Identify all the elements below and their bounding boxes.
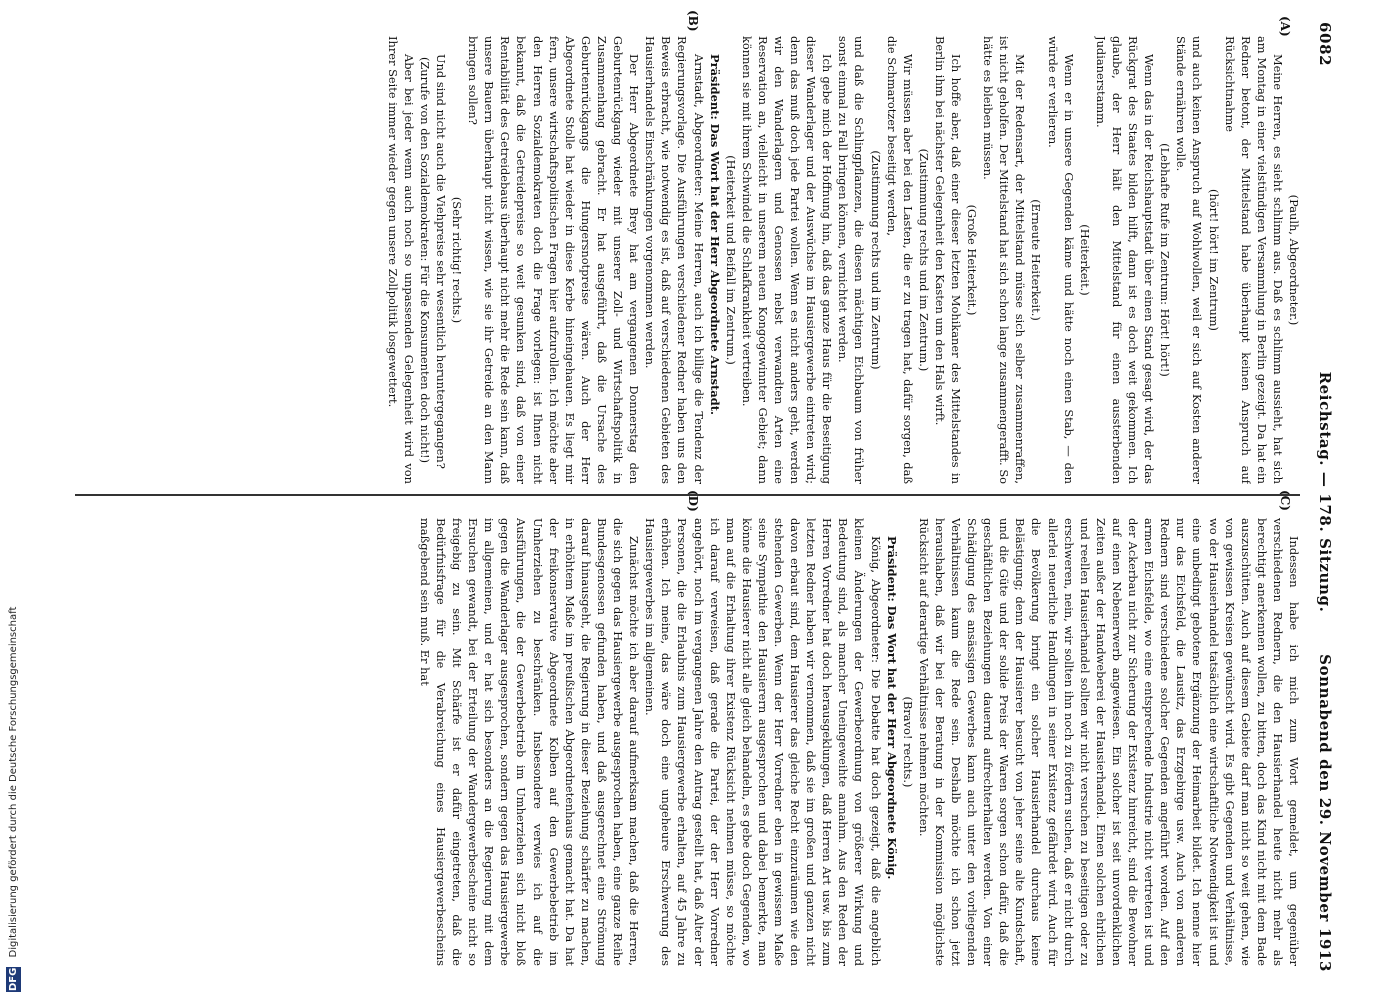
president-line: Präsident: Das Wort hat der Herr Abgeordnete Arnstadt. xyxy=(707,54,722,415)
session-date: Sonnabend den 29. November 1913 xyxy=(1316,654,1334,972)
interjection: (Heiterkeit.) xyxy=(1077,224,1092,296)
interjection: (hört! hört! im Zentrum) xyxy=(1206,189,1221,331)
interjection: (Bravo! rechts.) xyxy=(900,696,915,788)
interjection: (Zustimmung rechts und im Zentrum.) xyxy=(916,148,931,372)
paragraph: Indessen habe ich mich zum Wort gemeldet, um gegenüber verschiedenen Rednern, die den Hausierhandel heute nicht mehr als berechtigt anerkennen wollen, zu bitten, doch das Kind nicht mit dem Bade auszuschütten. Auch auf diesem Gebiete darf man nicht so weit gehen, wie von gewissen Kreisen gewünscht wird. Es gibt Gegenden und Verhältnisse, wo der Hausierhandel tatsächlich eine wirtschaftliche Notwendigkeit ist und eine unbedingt gebotene Ergänzung der Heimarbeit bildet. Ich nenne hier nur das Eichsfeld, die Lausitz, das Erzgebirge usw. Auch von anderen Rednern sind verschiedene solcher Gegenden angeführt worden. Auf den armen Eichsfelde, wo eine entsprechende Industrie nicht vertreten ist und der Ackerbau nicht zur Sicherung der Existenz hinreicht, sind die Bewohner auf einen Nebenerwerb angewiesen. Ein solcher ist seit unvordenklichen Zeiten außer der Handweberei der Hausierhandel. Einen solchen ehrlichen und reellen Hausierhandel sollten wir nicht versuchen zu beseitigen oder zu erschweren, nein, wir sollten ihn noch zu fördern suchen, daß er nicht durch allerlei neuerliche Handlungen in seiner Existenz gefährdet wird. Auch für die Bevölkerung bringt ein solcher Hausierhandel durchaus keine Belästigung; denn der Hausierer besucht von jeher seine alte Kundschaft, und die Güte und der solide Preis der Waren sorgen schon dafür, daß die geschäftlichen Beziehungen dauernd aufrechterhalten werden. Von einer Schädigung des ansässigen Gewerbes kann auch unter den vorliegenden Verhältnissen kaum die Rede sein. Deshalb möchte ich schon jetzt heraushaben, daß wir bei der Beratung in der Kommission möglichste Rücksicht auf derartige Verhältnisse nehmen möchten. xyxy=(916,518,1301,966)
interjection: (Große Heiterkeit.) xyxy=(965,204,980,316)
right-text-column xyxy=(77,518,1302,966)
funding-footer xyxy=(6,30,22,992)
column-divider xyxy=(75,494,1300,496)
dfg-logo: DFG xyxy=(8,967,19,991)
interjection: (Sehr richtig! rechts.) xyxy=(450,196,465,324)
paragraph: König, Abgeordneter: Die Debatte hat doch gezeigt, daß die angeblich kleinen Änderungen der Gewerbeordnung von größerer Wirkung und Bedeutung sind, als mancher Uneingeweihte annahm. Aus den Reden der Herren Vorredner hat doch herausgeklungen, daß Herren Art usw. bis zum letzten Redner haben wir vernommen, daß sie im großen und ganzen nicht davon erbaut sind, dem Hausierer das gleiche Recht einzuräumen wie den stehenden Gewerben. Wenn der Herr Vorredner eben in gewissem Maße seine Sympathie den Hausierern ausgesprochen und dabei bemerkte, man könne die Hausierer nicht alle gleich behandeln, es gebe doch Gegenden, wo man auf die Erhaltung ihrer Existenz Rücksicht nehmen müsse, so möchte ich darauf verweisen, daß gerade die Partei, der der Herr Vorredner angehört, noch im vergangenen Jahre den Antrag gestellt hat, daß Alter der Personen, die die Erlaubnis zum Hausiergewerbe erhalten, auf 45 Jahre zu erhöhen. Ich meine, das wäre doch eine ungeheure Erschwerung des Hausiergewerbes im allgemeinen. xyxy=(643,518,883,966)
paragraph: Aber bei jeder wenn auch noch so unpassenden Gelegenheit wird von Ihrer Seite immer wieder gegen unsere Zollpolitik losgewettert. xyxy=(385,36,416,484)
paragraph: Wir müssen aber bei den Lasten, die er zu tragen hat, dafür sorgen, daß die Schmarotzer beseitigt werden, xyxy=(884,36,915,484)
interjection: (Zustimmung rechts und im Zentrum) xyxy=(868,150,883,370)
paragraph: Der Herr Abgeordnete Brey hat am vergangenen Donnerstag den Geburtenrückgang wieder mit unserer Zoll- und Wirtschaftspolitik in Zusammenhang gebracht. Er hat ausgeführt, daß die Ursache des Geburtenrückgangs die Hungersnotpreise wären. Auch der Herr Abgeordnete Stolle hat wieder in diese Kerbe hineingehauen. Es liegt mir fern, unsere wirtschaftspolitischen Fragen hier aufzurollen. Ich möchte aber den Herren Sozialdemokraten doch die Frage vorlegen: ist Ihnen nicht bekannt, daß die Getreidepreise so weit gesunken sind, daß von einer Rentabilität des Getreidebaus überhaupt nicht mehr die Rede sein kann, daß unsere Bauern überhaupt nicht wissen, wie sie ihr Getreide an den Mann bringen sollen? xyxy=(466,36,642,484)
paragraph: Mit der Redensart, der Mittelstand müsse sich selber zusammenraffen, ist nicht geholfen. Der Mittelstand hat sich schon lange zusammengerafft. So hätte es bleiben müssen. xyxy=(981,36,1028,484)
paragraph: und auch keinen Anspruch auf Wohlwollen, weil er sich auf Kosten anderer Stände ernähren wolle. xyxy=(1174,36,1205,484)
session-title: Reichstag. — 178. Sitzung. xyxy=(1316,371,1334,613)
paragraph: Und sind nicht auch die Viehpreise sehr wesentlich heruntergegangen? xyxy=(434,54,449,469)
margin-marker-d: (D) xyxy=(686,490,700,512)
paragraph: Zunächst möchte ich aber darauf aufmerksam machen, daß die Herren, die sich gegen das Hausiergewerbe ausgesprochen haben, eine ganze Reihe Bundesgenossen gefunden haben, und daß ausgerechnet eine Strömung darauf hinausgeht, die Regierung in dieser Beziehung schärfer zu machen, in erhöhtem Maße im preußischen Abgeordnetenhaus gemacht hat. Da hat der freikonservative Abgeordnete Kolben auf den Gewerbebetrieb im Umherziehen zu beschränken. Insbesondere verwies ich auf die Ausführungen, die der Gewerbebetrieb im Umherziehen sich nicht bloß gegen die Wanderlager ausgesprochen, sondern gegen das Hausiergewerbe im allgemeinen, und er hat sich besonders an die Regierung mit dem Ersuchen gewandt, bei der Erteilung der Wandergewerbescheine nicht so freigebig zu sein. Mit Schärfe ist er dafür eingetreten, daß die Bedürfnisfrage für die Verabreichung eines Hausiergewerbescheins maßgebend sein muß. Er hat xyxy=(417,518,642,966)
interjection: (Zurufe von den Sozialdemokraten: Für die Konsumenten doch nicht!) xyxy=(417,56,432,464)
interjection: (Erneute Heiterkeit.) xyxy=(1029,199,1044,321)
paragraph: Wenn das in der Reichshauptstadt über einen Stand gesagt wird, der das Rückgrat des Staates bilden hilft, dann ist es doch weit gekommen. Ich glaube, der Herr hält den Mittelstand für einen aussterbenden Judianerstamm. xyxy=(1093,36,1157,484)
paragraph: Meine Herren, es sieht schlimm aus. Daß es schlimm aussieht, hat sich am Montag in einer vielstündigen Versammlung in Berlin gezeigt. Da hat ein Redner betont, der Mittelstand habe überhaupt keinen Anspruch auf Rücksichtnahme xyxy=(1222,36,1285,484)
interjection: (Heiterkeit und Beifall im Zentrum.) xyxy=(723,155,738,365)
margin-marker-c: (C) xyxy=(1278,490,1292,511)
paragraph: und daß die Schlingpflanzen, die diesen mächtigen Eichbaum von früher sonst einmal zu Fall bringen können, vernichtet werden. xyxy=(836,36,867,484)
paragraph: Ich gebe mich der Hoffnung hin, daß das ganze Haus für die Beseitigung dieser Wanderlager und der Auswüchse im Hausiergewerbe eintreten wird; denn das muß doch jede Partei wollen. Wenn es nicht anders geht, werden wir den Wanderlagern und Genossen nebst verwandten Arten eine Reservation an, vielleicht in unserem neuen Kongogewinnter Gebiet; dann können sie mit ihrem Schwindel die Schlafkrankheit vertreiben. xyxy=(739,36,835,484)
interjection: (Lebhafte Rufe im Zentrum: Hört! hört!) xyxy=(1158,143,1173,377)
paragraph: Arnstadt, Abgeordneter: Meine Herren, auch ich billige die Tendenz der Regierungsvorlage. Die Ausführungen verschiedener Redner haben uns den Beweis erbracht, wie notwendig es ist, daß auf verschiedenen Gebieten des Hausierhandels Einschränkungen vorgenommen werden. xyxy=(643,36,706,484)
page-header xyxy=(1308,12,1340,972)
speaker-continuation: (Paulh, Abgeordneter.) xyxy=(1287,194,1301,326)
paragraph: Ich hoffe aber, daß einer dieser letzten Mohikaner des Mittelstandes in Berlin ihm bei nächster Gelegenheit den Kasten um den Hals wirft. xyxy=(932,36,964,484)
funding-note: Digitalisierung gefördert durch die Deutsche Forschungsgemeinschaft xyxy=(8,606,19,958)
president-line: Präsident: Das Wort hat der Herr Abgeordnete König. xyxy=(884,536,899,880)
margin-marker-a: (A) xyxy=(1278,16,1292,37)
document-page xyxy=(65,12,1340,972)
left-text-column xyxy=(77,36,1302,484)
page-number: 6082 xyxy=(1316,22,1334,67)
paragraph: Wenn er in unsere Gegenden käme und hätte noch einen Stab, — den würde er verlieren. xyxy=(1045,36,1076,484)
margin-marker-b: (B) xyxy=(686,10,700,32)
